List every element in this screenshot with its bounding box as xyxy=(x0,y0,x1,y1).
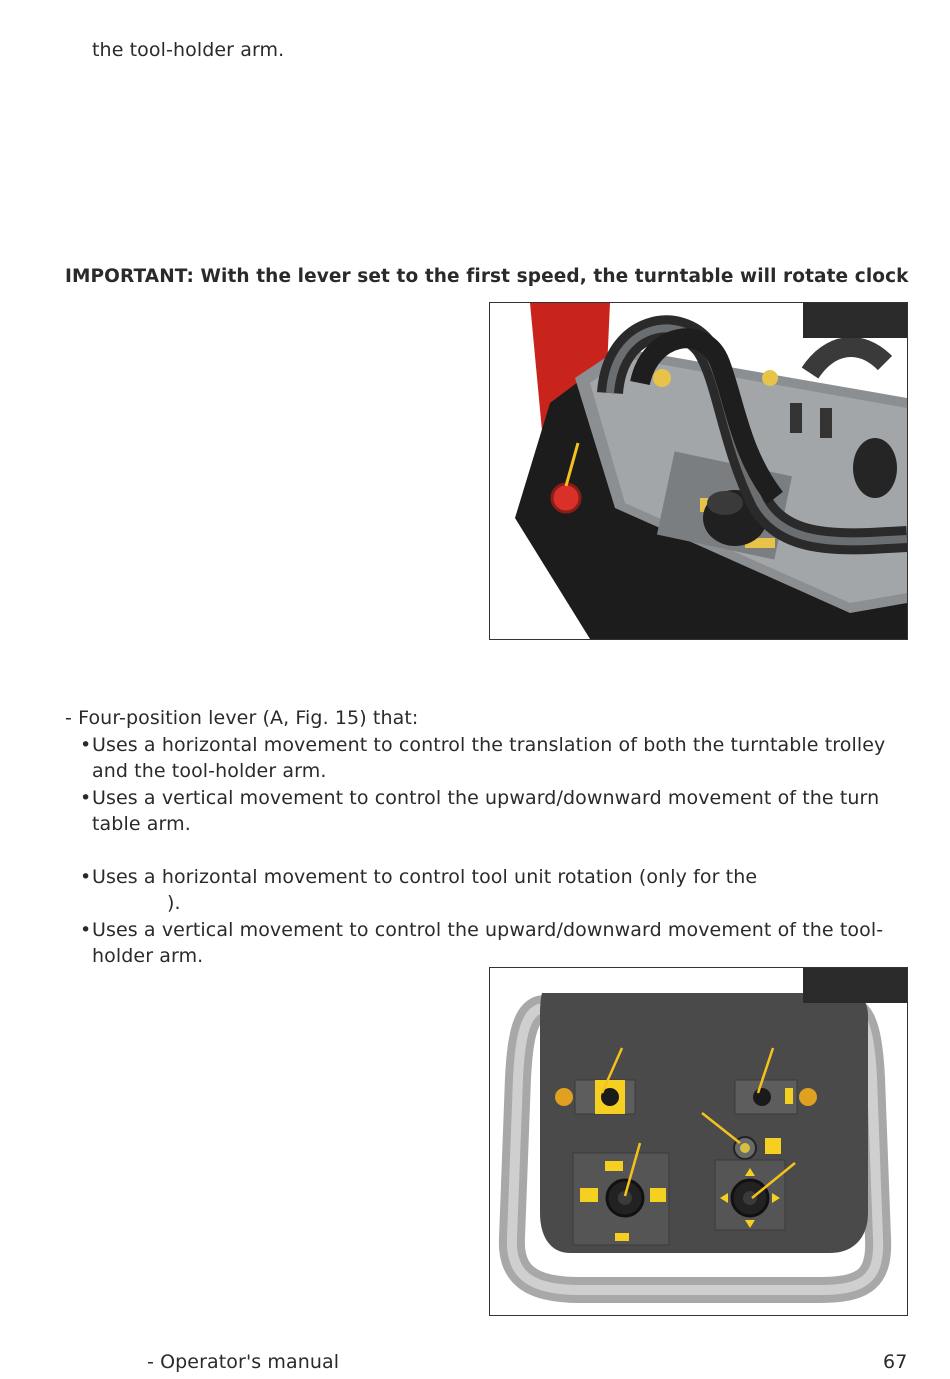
footer-page-number: 67 xyxy=(883,1351,908,1373)
bullet-2-line2: table arm. xyxy=(92,813,191,835)
icon-yellow-2 xyxy=(762,370,778,386)
bullet-2-glyph: • xyxy=(80,787,92,809)
lever-intro: - Four-position lever (A, Fig. 15) that: xyxy=(65,707,419,729)
control-panel-diagram xyxy=(490,968,907,1315)
figure-label-tab xyxy=(803,303,907,338)
icon-yellow-1 xyxy=(653,369,671,387)
bullet-4-line1: Uses a vertical movement to control the upward/downward movement of the tool- xyxy=(92,919,884,941)
important-note: IMPORTANT: With the lever set to the first speed, the turntable will rotate clock xyxy=(65,266,909,287)
figure-label-tab-2 xyxy=(803,968,907,1003)
icon-orange-right xyxy=(799,1088,817,1106)
bullet-1-line1: Uses a horizontal movement to control the translation of both the turntable trolley xyxy=(92,734,886,756)
joystick-knob-2 xyxy=(853,438,897,498)
bullet-3-glyph: • xyxy=(80,866,92,888)
bullet-3-line2: ). xyxy=(167,892,181,914)
selector-knob-right xyxy=(753,1088,771,1106)
bullet-2-line1: Uses a vertical movement to control the upward/downward movement of the turn xyxy=(92,787,880,809)
bullet-4-glyph: • xyxy=(80,919,92,941)
control-panel-diagram-figure xyxy=(489,967,908,1316)
red-button xyxy=(552,484,580,512)
bullet-3-line1: Uses a horizontal movement to control tool unit rotation (only for the xyxy=(92,866,758,888)
bullet-1-glyph: • xyxy=(80,734,92,756)
control-panel-photo-figure xyxy=(489,302,908,640)
icon-orange-left xyxy=(555,1088,573,1106)
footer-manual-label: - Operator's manual xyxy=(147,1351,340,1373)
bullet-1-line2: and the tool-holder arm. xyxy=(92,760,327,782)
control-panel-photo xyxy=(490,303,907,639)
top-text: the tool-holder arm. xyxy=(92,39,285,61)
bullet-4-line2: holder arm. xyxy=(92,945,204,967)
